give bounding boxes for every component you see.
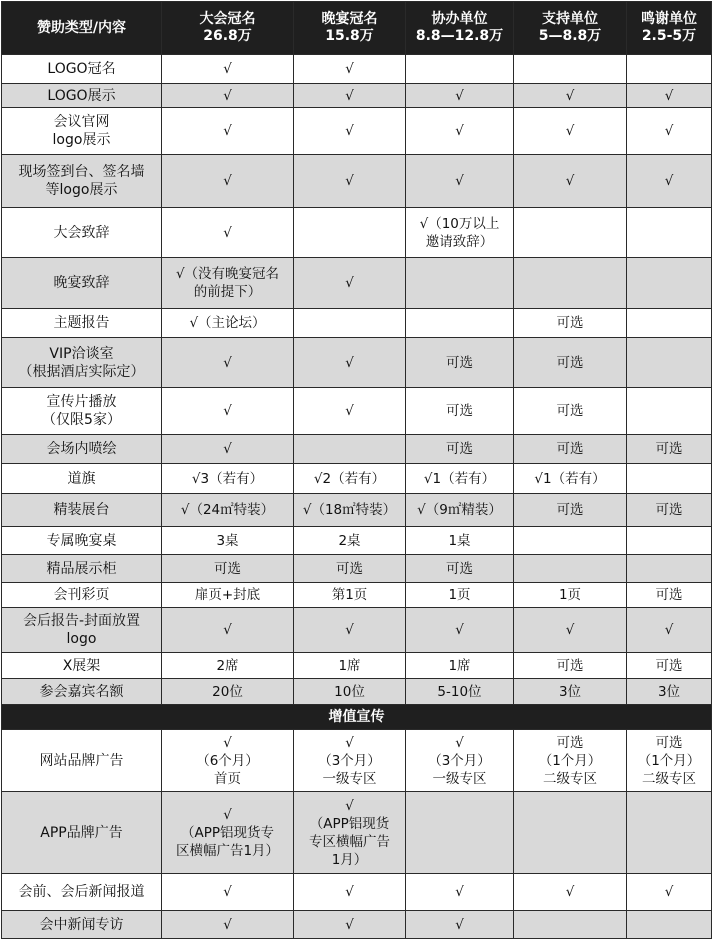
table-row [2, 730, 712, 792]
header-cell-tier [406, 2, 514, 55]
table-cell: √ [162, 874, 294, 911]
table-row [2, 679, 712, 705]
row-label: VIP洽谈室 （根据酒店实际定） [2, 338, 162, 388]
row-label: LOGO冠名 [2, 55, 162, 84]
table-cell: √ [514, 84, 627, 108]
table-cell [627, 258, 712, 309]
table-cell: √ [294, 338, 406, 388]
tier-name: 晚宴冠名 [321, 11, 378, 27]
table-cell: 1席 [294, 653, 406, 679]
table-cell [627, 911, 712, 939]
table-cell [627, 527, 712, 555]
row-label: 精装展台 [2, 494, 162, 527]
table-row [2, 338, 712, 388]
table-cell: √1（若有） [514, 464, 627, 494]
table-cell: 20位 [162, 679, 294, 705]
table-cell: √（没有晚宴冠名 的前提下） [162, 258, 294, 309]
table-cell: √ [162, 55, 294, 84]
row-label: 会议官网 logo展示 [2, 108, 162, 155]
table-cell: √ [406, 84, 514, 108]
table-cell: √ [294, 874, 406, 911]
table-cell: √ [514, 155, 627, 208]
table-row [2, 309, 712, 338]
table-cell: 可选 [406, 388, 514, 435]
table-cell [627, 388, 712, 435]
table-cell: 可选 [627, 583, 712, 608]
table-cell: √ [294, 911, 406, 939]
row-label: 会刊彩页 [2, 583, 162, 608]
row-label: 精品展示柜 [2, 555, 162, 583]
row-label: 参会嘉宾名额 [2, 679, 162, 705]
table-row [2, 792, 712, 874]
tier-name: 支持单位 [542, 11, 598, 27]
row-label: 会场内喷绘 [2, 435, 162, 464]
table-cell: 2席 [162, 653, 294, 679]
table-cell [514, 258, 627, 309]
table-cell: √ [294, 388, 406, 435]
row-label: 主题报告 [2, 309, 162, 338]
row-label: LOGO展示 [2, 84, 162, 108]
sponsorship-table [1, 1, 712, 939]
tier-price: 5—8.8万 [538, 28, 602, 44]
table-cell: 可选 [627, 435, 712, 464]
section-title: 增值宣传 [2, 705, 712, 730]
table-cell [627, 338, 712, 388]
table-cell [627, 792, 712, 874]
row-label: 现场签到台、签名墙 等logo展示 [2, 155, 162, 208]
table-row [2, 155, 712, 208]
table-cell: √ [162, 911, 294, 939]
table-cell: 可选 [627, 494, 712, 527]
table-cell: 1页 [406, 583, 514, 608]
row-label: 晚宴致辞 [2, 258, 162, 309]
table-cell: √ [514, 874, 627, 911]
tier-price: 15.8万 [325, 28, 374, 44]
table-cell: √ [627, 84, 712, 108]
table-cell: 1页 [514, 583, 627, 608]
section-row [2, 705, 712, 730]
table-cell: 可选 [406, 338, 514, 388]
table-cell: √ [294, 84, 406, 108]
table-cell [406, 309, 514, 338]
table-cell: √ [514, 608, 627, 653]
table-cell [406, 792, 514, 874]
table-row [2, 258, 712, 309]
header-cell-tier [627, 2, 712, 55]
table-row [2, 108, 712, 155]
table-cell: √ [294, 155, 406, 208]
table-row [2, 208, 712, 258]
table-cell: √ [162, 435, 294, 464]
table-cell: 扉页+封底 [162, 583, 294, 608]
table-cell: 可选 [514, 494, 627, 527]
table-cell [406, 258, 514, 309]
table-cell [627, 55, 712, 84]
table-cell: 可选 [514, 435, 627, 464]
tier-price: 8.8—12.8万 [415, 28, 504, 44]
table-row [2, 464, 712, 494]
table-cell: 可选 [406, 555, 514, 583]
table-cell [514, 208, 627, 258]
table-cell: 10位 [294, 679, 406, 705]
header-cell-tier [162, 2, 294, 55]
row-label: APP品牌广告 [2, 792, 162, 874]
table-cell: √（18㎡特装） [294, 494, 406, 527]
tier-price: 26.8万 [203, 28, 252, 44]
table-cell: √ [627, 608, 712, 653]
table-cell: 1桌 [406, 527, 514, 555]
table-row [2, 911, 712, 939]
table-row [2, 84, 712, 108]
table-cell: √ [627, 874, 712, 911]
table-cell: √1（若有） [406, 464, 514, 494]
table-cell: √ [514, 108, 627, 155]
header-cell-tier [294, 2, 406, 55]
table-cell: 可选 [514, 388, 627, 435]
row-label: X展架 [2, 653, 162, 679]
table-cell [514, 911, 627, 939]
table-cell: 第1页 [294, 583, 406, 608]
row-label: 会中新闻专访 [2, 911, 162, 939]
table-row [2, 435, 712, 464]
table-row [2, 388, 712, 435]
table-cell [514, 792, 627, 874]
table-row [2, 874, 712, 911]
table-cell [294, 309, 406, 338]
table-cell: 可选 [406, 435, 514, 464]
table-cell: 可选 （1个月） 二级专区 [514, 730, 627, 792]
table-cell: 可选 [162, 555, 294, 583]
table-cell: √ [406, 108, 514, 155]
row-label: 专属晚宴桌 [2, 527, 162, 555]
table-cell [514, 55, 627, 84]
table-cell: √ [406, 911, 514, 939]
table-cell: √ [162, 108, 294, 155]
table-cell: √ [162, 608, 294, 653]
table-cell: √ [627, 108, 712, 155]
table-cell: √ （6个月） 首页 [162, 730, 294, 792]
table-cell [514, 555, 627, 583]
table-cell: √（10万以上 邀请致辞） [406, 208, 514, 258]
table-cell: √ [406, 874, 514, 911]
row-label: 会后报告-封面放置 logo [2, 608, 162, 653]
table-row [2, 527, 712, 555]
table-cell [514, 527, 627, 555]
tier-name: 大会冠名 [199, 11, 256, 27]
table-cell: 可选 （1个月） 二级专区 [627, 730, 712, 792]
table-cell: √ [162, 208, 294, 258]
table-cell: √ （3个月） 一级专区 [406, 730, 514, 792]
row-label: 大会致辞 [2, 208, 162, 258]
table-cell: √ [627, 155, 712, 208]
table-cell [294, 435, 406, 464]
tier-name: 协办单位 [431, 11, 488, 27]
table-cell: √ [406, 155, 514, 208]
table-row [2, 55, 712, 84]
table-cell: 可选 [627, 653, 712, 679]
table-cell: 可选 [294, 555, 406, 583]
table-cell: √ [162, 338, 294, 388]
table-cell: √ [406, 608, 514, 653]
table-cell [627, 208, 712, 258]
table-cell: √ [294, 258, 406, 309]
table-cell: √ （APP铝现货专 区横幅广告1月） [162, 792, 294, 874]
row-label: 宣传片播放 （仅限5家） [2, 388, 162, 435]
table-cell [294, 208, 406, 258]
table-row [2, 494, 712, 527]
table-cell: √（主论坛） [162, 309, 294, 338]
tier-price: 2.5-5万 [641, 28, 697, 44]
table-cell: 2桌 [294, 527, 406, 555]
table-cell: 3桌 [162, 527, 294, 555]
sponsorship-table-body [2, 2, 712, 939]
header-cell-tier [514, 2, 627, 55]
table-cell [627, 309, 712, 338]
table-cell [627, 555, 712, 583]
header-cell-type: 赞助类型/内容 [2, 2, 162, 55]
table-cell: 1席 [406, 653, 514, 679]
tier-name: 鸣谢单位 [641, 11, 697, 27]
table-row [2, 583, 712, 608]
table-cell: 3位 [514, 679, 627, 705]
table-cell: √ [162, 84, 294, 108]
table-cell: √ （3个月） 一级专区 [294, 730, 406, 792]
table-cell: √ [162, 155, 294, 208]
table-cell: √ [294, 108, 406, 155]
table-cell: √ [162, 388, 294, 435]
table-cell: √3（若有） [162, 464, 294, 494]
table-cell [627, 464, 712, 494]
table-cell: √ [294, 608, 406, 653]
table-row [2, 653, 712, 679]
table-cell: √（24㎡特装） [162, 494, 294, 527]
row-label: 道旗 [2, 464, 162, 494]
table-row [2, 608, 712, 653]
table-cell: 可选 [514, 309, 627, 338]
table-row [2, 555, 712, 583]
table-cell: 可选 [514, 338, 627, 388]
table-cell: 5-10位 [406, 679, 514, 705]
table-cell: √（9㎡精装） [406, 494, 514, 527]
table-cell: √2（若有） [294, 464, 406, 494]
header-row [2, 2, 712, 55]
table-cell: √ （APP铝现货 专区横幅广告 1月） [294, 792, 406, 874]
table-cell [406, 55, 514, 84]
table-cell: 可选 [514, 653, 627, 679]
table-cell: 3位 [627, 679, 712, 705]
row-label: 网站品牌广告 [2, 730, 162, 792]
row-label: 会前、会后新闻报道 [2, 874, 162, 911]
table-cell: √ [294, 55, 406, 84]
